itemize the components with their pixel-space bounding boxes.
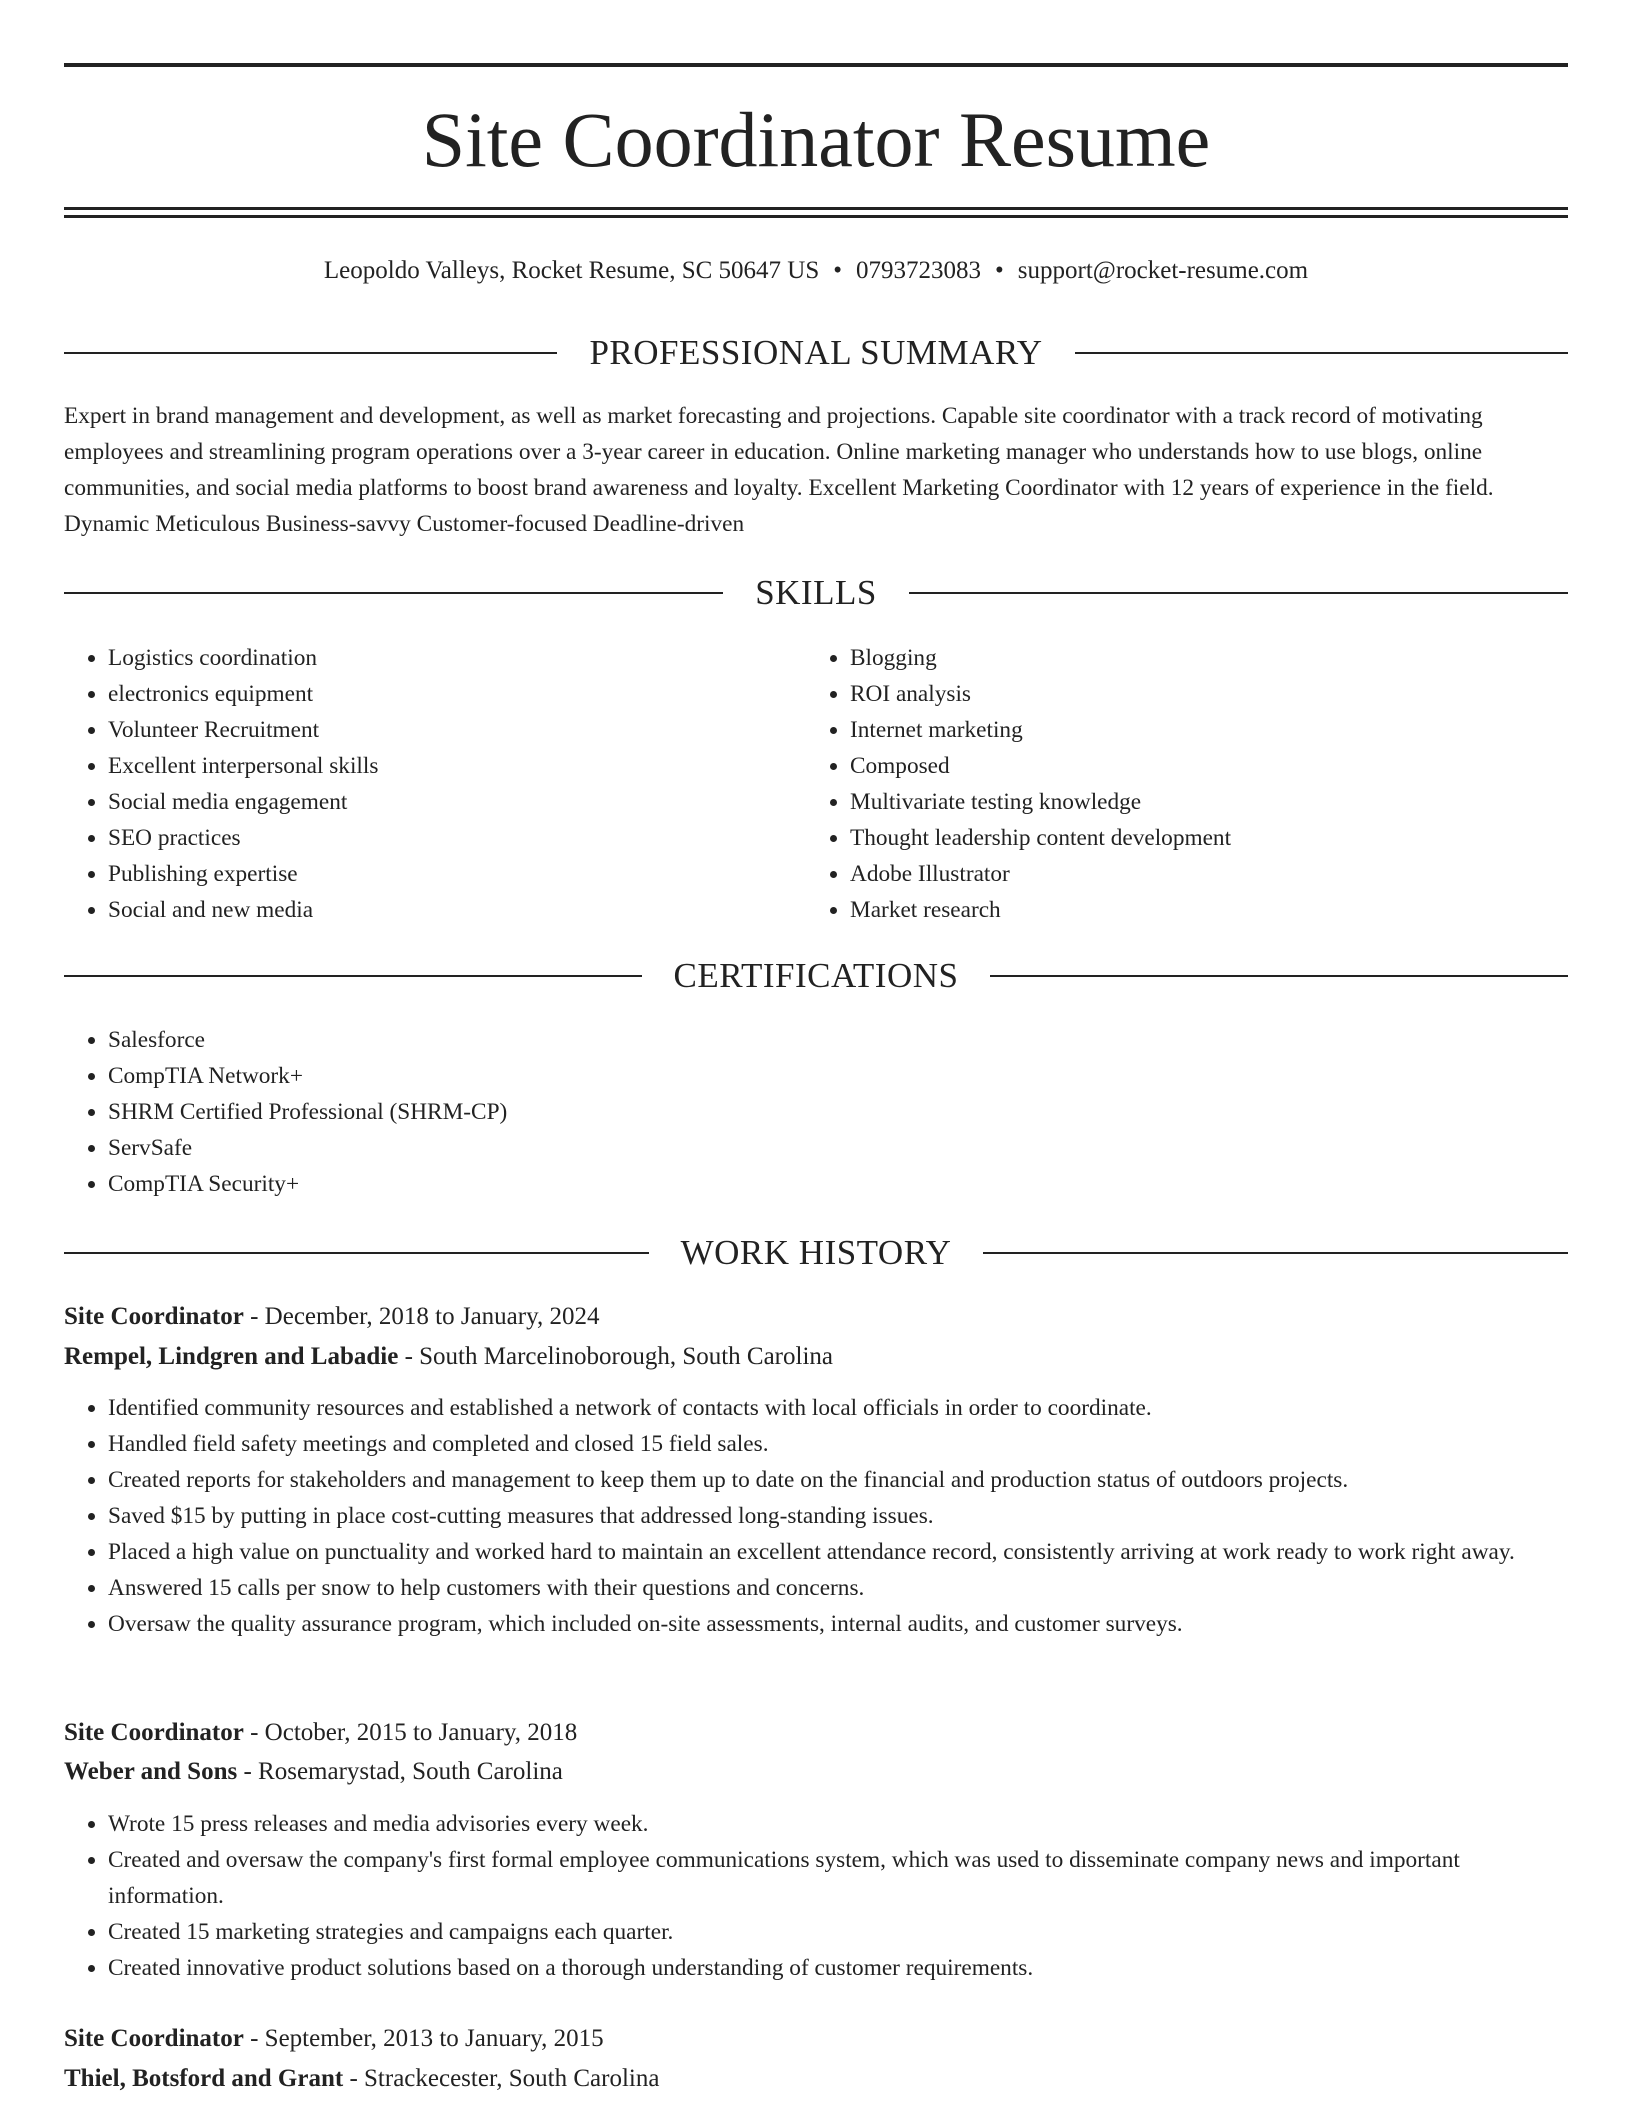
certifications-heading-label: CERTIFICATIONS bbox=[673, 956, 959, 995]
job-title-line bbox=[64, 1713, 1568, 1753]
job-title-line bbox=[64, 1297, 1568, 1337]
job-title: Site Coordinator bbox=[64, 1719, 244, 1746]
job-bullet: • Created reports for stakeholders and management to keep them up to date on the financial and production status of outdoors projects. bbox=[108, 1462, 1568, 1498]
skills-list bbox=[64, 640, 1568, 928]
contact-phone: 0793723083 bbox=[856, 257, 982, 284]
skills-column-right bbox=[806, 640, 1548, 928]
skill-item: • Logistics coordination bbox=[108, 640, 806, 676]
job-bullet: • Wrote 15 press releases and media advisories every week. bbox=[108, 1806, 1568, 1842]
skill-item: • Social media engagement bbox=[108, 784, 806, 820]
job-title: Site Coordinator bbox=[64, 1303, 244, 1330]
contact-email: support@rocket-resume.com bbox=[1017, 257, 1309, 284]
job-company: Thiel, Botsford and Grant bbox=[64, 2065, 344, 2092]
heading-rule-right bbox=[990, 975, 1568, 977]
contact-separator: • bbox=[833, 257, 843, 284]
skills-heading-label: SKILLS bbox=[755, 573, 877, 612]
job-dates: - September, 2013 to January, 2015 bbox=[243, 2025, 604, 2052]
job-bullets bbox=[64, 1390, 1568, 1642]
skill-item: • SEO practices bbox=[108, 820, 806, 856]
job-bullet: • Answered 15 calls per snow to help customers with their questions and concerns. bbox=[108, 1570, 1568, 1606]
skill-item: • Social and new media bbox=[108, 892, 806, 928]
certification-item: • CompTIA Security+ bbox=[108, 1166, 1568, 1202]
job-location: - South Marcelinoborough, South Carolina bbox=[398, 1343, 833, 1370]
job-company: Rempel, Lindgren and Labadie bbox=[64, 1343, 399, 1370]
certification-item: • ServSafe bbox=[108, 1130, 1568, 1166]
heading-rule-left bbox=[64, 592, 723, 594]
job-bullet: • Identified community resources and established a network of contacts with local officials in order to coordinate. bbox=[108, 1390, 1568, 1426]
heading-rule-left bbox=[64, 352, 557, 354]
skills-column-left bbox=[64, 640, 806, 928]
title-rule-lower bbox=[64, 215, 1568, 218]
job-bullet: • Created innovative product solutions based on a thorough understanding of customer requirements. bbox=[108, 1950, 1568, 1986]
summary-text: Expert in brand management and development, as well as market forecasting and projections. Capable site coordinator with a track record of motivating employees and streamlining program operations over a 3-year career in education. Online marketing manager who understands how to use blogs, online communities, and social media platforms to boost brand awareness and loyalty. Excellent Marketing Coordinator with 12 years of experience in the field. Dynamic Meticulous Business-savvy Customer-focused Deadline-driven bbox=[64, 403, 1494, 537]
job-bullet: • Created 15 marketing strategies and campaigns each quarter. bbox=[108, 1914, 1568, 1950]
job-dates: - December, 2018 to January, 2024 bbox=[243, 1303, 600, 1330]
summary-heading-label: PROFESSIONAL SUMMARY bbox=[589, 333, 1043, 372]
certifications-list bbox=[64, 1022, 1568, 1202]
job-bullets bbox=[64, 1806, 1568, 1986]
job-bullet: • Handled field safety meetings and completed and closed 15 field sales. bbox=[108, 1426, 1568, 1462]
skill-item: • electronics equipment bbox=[108, 676, 806, 712]
title-rule-upper bbox=[64, 207, 1568, 210]
skill-item: • ROI analysis bbox=[850, 676, 1548, 712]
work-history-heading-label: WORK HISTORY bbox=[680, 1233, 952, 1272]
job-bullet: • Placed a high value on punctuality and worked hard to maintain an excellent attendance record, consistently arriving at work ready to work right away. bbox=[108, 1534, 1568, 1570]
top-rule bbox=[64, 63, 1568, 67]
contact-separator: • bbox=[995, 257, 1004, 284]
job-location: - Rosemarystad, South Carolina bbox=[237, 1758, 563, 1785]
skill-item: • Excellent interpersonal skills bbox=[108, 748, 806, 784]
job-title: Site Coordinator bbox=[64, 2025, 244, 2052]
job-dates: - October, 2015 to January, 2018 bbox=[243, 1719, 578, 1746]
skill-item: • Internet marketing bbox=[850, 712, 1548, 748]
heading-rule-left bbox=[64, 975, 642, 977]
heading-rule-right bbox=[1075, 352, 1568, 354]
job-bullet: • Saved $15 by putting in place cost-cutting measures that addressed long-standing issues. bbox=[108, 1498, 1568, 1534]
job-company: Weber and Sons bbox=[64, 1758, 238, 1785]
page-title: Site Coordinator Resume bbox=[421, 96, 1211, 183]
certification-item: • CompTIA Network+ bbox=[108, 1058, 1568, 1094]
skill-item: • Composed bbox=[850, 748, 1548, 784]
skill-item: • Publishing expertise bbox=[108, 856, 806, 892]
work-history-heading bbox=[64, 1231, 1568, 1275]
job-company-line bbox=[64, 1337, 1568, 1377]
contact-address: Leopoldo Valleys, Rocket Resume, SC 50647 US bbox=[323, 257, 820, 284]
job-company-line bbox=[64, 2059, 1568, 2099]
certifications-heading bbox=[64, 954, 1568, 998]
certification-item: • Salesforce bbox=[108, 1022, 1568, 1058]
skill-item: • Market research bbox=[850, 892, 1548, 928]
skill-item: • Volunteer Recruitment bbox=[108, 712, 806, 748]
heading-rule-right bbox=[983, 1252, 1568, 1254]
skills-heading bbox=[64, 571, 1568, 615]
job-location: - Strackecester, South Carolina bbox=[343, 2065, 660, 2092]
skill-item: • Blogging bbox=[850, 640, 1548, 676]
skill-item: • Thought leadership content development bbox=[850, 820, 1548, 856]
job-company-line bbox=[64, 1752, 1568, 1792]
job-bullet: • Oversaw the quality assurance program, which included on-site assessments, internal audits, and customer surveys. bbox=[108, 1606, 1568, 1642]
skill-item: • Adobe Illustrator bbox=[850, 856, 1548, 892]
summary-heading bbox=[64, 331, 1568, 375]
job-title-line bbox=[64, 2019, 1568, 2059]
job-bullet: • Created and oversaw the company's first formal employee communications system, which was used to disseminate company news and important information. bbox=[108, 1842, 1568, 1914]
heading-rule-right bbox=[909, 592, 1568, 594]
heading-rule-left bbox=[64, 1252, 649, 1254]
contact-line bbox=[64, 254, 1568, 288]
skill-item: • Multivariate testing knowledge bbox=[850, 784, 1548, 820]
certification-item: • SHRM Certified Professional (SHRM-CP) bbox=[108, 1094, 1568, 1130]
